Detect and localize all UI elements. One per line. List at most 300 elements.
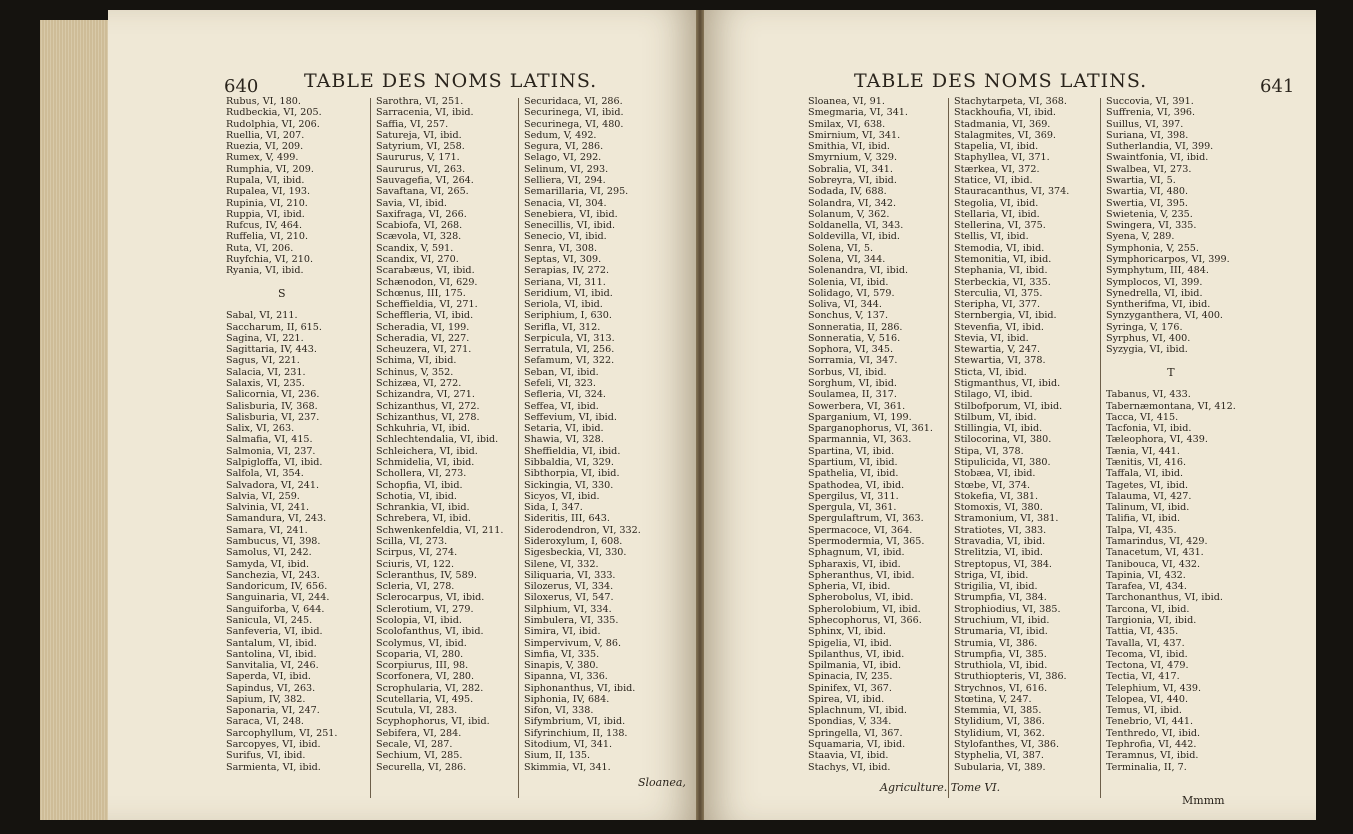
index-entry: Shawia, VI, 328. [524, 434, 604, 446]
index-entry: Tenebrio, VI, 441. [1106, 716, 1194, 728]
index-entry: Securinega, VI, ibid. [524, 107, 624, 119]
index-entry: Scorpiurus, III, 98. [376, 660, 469, 672]
index-entry: Spartium, VI, ibid. [808, 457, 898, 468]
index-entry: Sobralia, VI, 341. [808, 163, 893, 175]
index-entry: Seriana, VI, 311. [524, 276, 606, 288]
index-entry: Seffevium, VI, ibid. [524, 411, 617, 423]
index-entry: Tectia, VI, 417. [1106, 671, 1180, 683]
index-entry: Statice, VI, ibid. [954, 174, 1033, 186]
index-entry: Ruppia, VI, ibid. [226, 208, 305, 220]
index-entry: Savia, VI, ibid. [376, 197, 447, 209]
index-entry: Sicyos, VI, ibid. [524, 490, 600, 502]
index-entry: Stevia, VI, ibid. [954, 332, 1029, 344]
index-entry: Syrphus, VI, 400. [1106, 332, 1191, 344]
index-entry: Synedrella, VI, ibid. [1106, 287, 1203, 299]
section-letter: T [1167, 365, 1175, 379]
index-entry: Sifymbrium, VI, ibid. [524, 716, 626, 728]
index-entry: Swaintfonia, VI, ibid. [1106, 152, 1209, 164]
index-entry: Sparmannia, VI, 363. [808, 434, 912, 446]
index-entry: Scarabæus, VI, ibid. [376, 265, 475, 277]
index-entry: Tarchonanthus, VI, ibid. [1106, 592, 1223, 604]
index-entry: Staavia, VI, ibid. [808, 750, 889, 762]
index-entry: Scutula, VI, 283. [376, 705, 458, 717]
index-entry: Sabal, VI, 211. [226, 310, 298, 322]
index-entry: Senecillis, VI, ibid. [524, 220, 616, 232]
index-entry: Sambucus, VI, 398. [226, 535, 321, 547]
index-entry: Securella, VI, 286. [376, 761, 467, 773]
index-entry: Spilanthus, VI, ibid. [808, 648, 905, 660]
index-entry: Salvia, VI, 259. [226, 490, 300, 502]
index-entry: Scheffieldia, VI, 271. [376, 299, 478, 311]
index-entry: Spinifex, VI, 367. [808, 682, 892, 694]
right-column-2 [954, 96, 1069, 773]
right-page-header: TABLE DES NOMS LATINS. [854, 70, 1148, 92]
index-entry: Styphelia, VI, 387. [954, 750, 1044, 762]
index-entry: Sonchus, V, 137. [808, 310, 888, 322]
index-entry: Temus, VI, ibid. [1106, 705, 1182, 717]
index-entry: Sium, II, 135. [524, 750, 591, 762]
index-entry: Sideritis, III, 643. [524, 513, 610, 525]
index-entry: Simbulera, VI, 335. [524, 614, 619, 626]
index-entry: Symphonia, V, 255. [1106, 242, 1199, 254]
index-entry: Scævola, VI, 328. [376, 231, 462, 243]
index-entry: Springella, VI, 367. [808, 727, 903, 739]
index-entry: Stratiotes, VI, 383. [954, 524, 1047, 536]
index-entry: Schopfia, VI, ibid. [376, 479, 463, 491]
index-entry: Salmafia, VI, 415. [226, 434, 313, 446]
index-entry: Spathodea, VI, ibid. [808, 479, 905, 491]
index-entry: Sobreyra, VI, ibid. [808, 174, 897, 186]
index-entry: Santalum, VI, ibid. [226, 637, 317, 649]
index-entry: Strumaria, VI, ibid. [954, 626, 1048, 638]
index-entry: Swingera, VI, 335. [1106, 220, 1197, 232]
index-entry: Salmonia, VI, 237. [226, 445, 316, 457]
index-entry: Schima, VI, ibid. [376, 355, 457, 367]
index-entry: Serratula, VI, 256. [524, 344, 615, 356]
index-entry: Saraca, VI, 248. [226, 716, 304, 728]
left-column-1 [226, 96, 337, 773]
index-entry: Sechium, VI, 285. [376, 750, 463, 762]
index-entry: Stapelia, VI, ibid. [954, 141, 1039, 153]
page-footer: Agriculture. Tome VI. [880, 781, 1001, 794]
index-entry: Selliera, VI, 294. [524, 174, 606, 186]
index-entry: Tapinia, VI, 432. [1106, 569, 1186, 581]
index-entry: Siphonanthus, VI, ibid. [524, 682, 636, 694]
index-entry: Sarmienta, VI, ibid. [226, 761, 321, 773]
index-entry: Stewartia, VI, 378. [954, 355, 1046, 367]
index-entry: Sanchezia, VI, 243. [226, 569, 320, 581]
index-entry: Sloanea, VI, 91. [808, 96, 885, 107]
index-entry: Stravadia, VI, ibid. [954, 535, 1046, 547]
column-rule [1100, 98, 1101, 798]
index-entry: Scolymus, VI, ibid. [376, 637, 467, 649]
index-entry: Tænitis, VI, 416. [1106, 457, 1187, 468]
index-entry: Sedum, V, 492. [524, 129, 597, 141]
index-entry: Stobæa, VI, ibid. [954, 468, 1036, 480]
index-entry: Spergulaftrum, VI, 363. [808, 513, 924, 525]
index-entry: Stœbe, VI, 374. [954, 479, 1031, 491]
index-entry: Scyphophorus, VI, ibid. [376, 716, 490, 728]
index-entry: Smilax, VI, 638. [808, 118, 886, 130]
index-entry: Stylidium, VI, 386. [954, 716, 1045, 728]
index-entry: Saffia, VI, 257. [376, 118, 449, 130]
left-page [108, 10, 696, 820]
index-entry: Sonneratia, V, 516. [808, 332, 901, 344]
index-entry: Sanicula, VI, 245. [226, 614, 313, 626]
index-entry: Spheria, VI, ibid. [808, 581, 891, 593]
index-entry: Segura, VI, 286. [524, 141, 604, 153]
index-entry: Strophiodius, VI, 385. [954, 603, 1061, 615]
index-entry: Schizæa, VI, 272. [376, 378, 462, 390]
index-entry: Sophora, VI, 345. [808, 344, 894, 356]
index-entry: Salacia, VI, 231. [226, 366, 306, 378]
index-entry: Stilago, VI, ibid. [954, 389, 1033, 401]
index-entry: Rufcus, IV, 464. [226, 220, 303, 232]
index-entry: Sarcophyllum, VI, 251. [226, 727, 338, 739]
index-entry: Schotia, VI, ibid. [376, 490, 457, 502]
index-entry: Spermacoce, VI, 364. [808, 524, 913, 536]
index-entry: Subularia, VI, 389. [954, 761, 1046, 773]
index-entry: Seridium, VI, ibid. [524, 287, 613, 299]
index-entry: Sebifera, VI, 284. [376, 727, 462, 739]
index-entry: Schinus, V, 352. [376, 366, 454, 378]
index-entry: Rudbeckia, VI, 205. [226, 107, 322, 119]
column-rule [948, 98, 949, 798]
index-entry: Syzygia, VI, ibid. [1106, 344, 1188, 356]
index-entry: Stokefia, VI, 381. [954, 490, 1039, 502]
index-entry: Serapias, IV, 272. [524, 265, 610, 277]
left-page-header: TABLE DES NOMS LATINS. [304, 70, 598, 92]
index-entry: Senacia, VI, 304. [524, 197, 607, 209]
index-entry: Strelitzia, VI, ibid. [954, 547, 1043, 559]
index-entry: Spergula, VI, 361. [808, 502, 897, 514]
index-entry: Samolus, VI, 242. [226, 547, 312, 559]
index-entry: Saponaria, VI, 247. [226, 705, 320, 717]
index-entry: Sternbergia, VI, ibid. [954, 310, 1057, 322]
index-entry: Rupalea, VI, 193. [226, 186, 311, 198]
index-entry: Stærkea, VI, 372. [954, 163, 1040, 175]
index-entry: Stomoxis, VI, 380. [954, 502, 1043, 514]
index-entry: Squamaria, VI, ibid. [808, 739, 906, 751]
index-entry: Suriana, VI, 398. [1106, 129, 1189, 141]
index-entry: Savaftana, VI, 265. [376, 186, 469, 198]
index-entry: Schlechtendalia, VI, ibid. [376, 434, 499, 446]
index-entry: Scirpus, VI, 274. [376, 547, 458, 559]
index-entry: Tabernæmontana, VI, 412. [1106, 400, 1236, 412]
index-entry: Ruellia, VI, 207. [226, 129, 305, 141]
index-entry: Stemonitia, VI, ibid. [954, 253, 1052, 265]
index-entry: Smirnium, VI, 341. [808, 129, 901, 141]
index-entry: Siloxerus, VI, 547. [524, 592, 614, 604]
index-entry: Salfola, VI, 354. [226, 468, 304, 480]
index-entry: Sorbus, VI, ibid. [808, 366, 887, 378]
index-entry: Solanum, V, 362. [808, 208, 890, 220]
index-entry: Syntherifma, VI, ibid. [1106, 299, 1211, 311]
index-entry: Stœtina, V, 247. [954, 693, 1032, 705]
index-entry: Secale, VI, 287. [376, 739, 453, 751]
index-entry: Steripha, VI, 377. [954, 299, 1041, 311]
index-entry: Tæleophora, VI, 439. [1106, 434, 1208, 446]
index-entry: Samyda, VI, ibid. [226, 558, 310, 570]
index-entry: Swartia, VI, 480. [1106, 186, 1189, 198]
index-entry: Sterbeckia, VI, 335. [954, 276, 1051, 288]
index-entry: Stilbofporum, VI, ibid. [954, 400, 1063, 412]
index-entry: Syena, V, 289. [1106, 231, 1175, 243]
index-entry: Sciuris, VI, 122. [376, 558, 455, 570]
spacer [1106, 378, 1236, 389]
index-entry: Schœnus, III, 175. [376, 287, 466, 299]
left-page-number: 640 [224, 76, 259, 97]
index-entry: Seban, VI, ibid. [524, 366, 599, 378]
index-entry: Schwenkenfeldia, VI, 211. [376, 524, 504, 536]
catchword: Sloanea, [638, 776, 686, 789]
index-entry: Sauvagefia, VI, 264. [376, 174, 474, 186]
column-rule [518, 98, 519, 798]
index-entry: Samandura, VI, 243. [226, 513, 327, 525]
index-entry: Scandix, VI, 270. [376, 253, 459, 265]
index-entry: Taffala, VI, ibid. [1106, 468, 1184, 480]
index-entry: Schrankia, VI, ibid. [376, 502, 470, 514]
index-entry: Sheffieldia, VI, ibid. [524, 445, 621, 457]
index-entry: Stalagmites, VI, 369. [954, 129, 1056, 141]
index-entry: Sutherlandia, VI, 399. [1106, 141, 1214, 153]
index-entry: Spartina, VI, ibid. [808, 445, 895, 457]
index-entry: Smyrnium, V, 329. [808, 152, 898, 164]
index-entry: Telephium, VI, 439. [1106, 682, 1202, 694]
index-entry: Stylofanthes, VI, 386. [954, 739, 1060, 751]
index-entry: Schænodon, VI, 629. [376, 276, 478, 288]
index-entry: Saccharum, II, 615. [226, 321, 322, 333]
index-entry: Spirea, VI, ibid. [808, 693, 885, 705]
index-entry: Serifla, VI, 312. [524, 321, 601, 333]
index-entry: Sagina, VI, 221. [226, 332, 304, 344]
index-entry: Salvadora, VI, 241. [226, 479, 320, 491]
index-entry: Swietenia, V, 235. [1106, 208, 1193, 220]
index-entry: Solena, VI, 344. [808, 253, 886, 265]
index-entry: Smegmaria, VI, 341. [808, 107, 908, 119]
index-entry: Senebiera, VI, ibid. [524, 208, 618, 220]
index-entry: Senecio, VI, ibid. [524, 231, 607, 243]
index-entry: Salvinia, VI, 241. [226, 502, 310, 514]
index-entry: Soldevilla, VI, ibid. [808, 231, 900, 243]
index-entry: Synzyganthera, VI, 400. [1106, 310, 1223, 322]
index-entry: Sorramia, VI, 347. [808, 355, 898, 367]
index-entry: Ruffelia, VI, 210. [226, 231, 309, 243]
index-entry: Soldanella, VI, 343. [808, 220, 904, 232]
index-entry: Tecoma, VI, ibid. [1106, 648, 1188, 660]
index-entry: Talauma, VI, 427. [1106, 490, 1192, 502]
index-entry: Salix, VI, 263. [226, 423, 295, 435]
index-entry: Sclerotium, VI, 279. [376, 603, 474, 615]
index-entry: Sapindus, VI, 263. [226, 682, 316, 694]
index-entry: Siderodendron, VI, 332. [524, 524, 641, 536]
index-entry: Stewartia, V, 247. [954, 344, 1041, 356]
index-entry: Sanvitalia, VI, 246. [226, 660, 319, 672]
index-entry: Scorfonera, VI, 280. [376, 671, 475, 683]
index-entry: Sefamum, VI, 322. [524, 355, 615, 367]
index-entry: Sparganophorus, VI, 361. [808, 423, 933, 435]
index-entry: Sinapis, V, 380. [524, 660, 599, 672]
index-entry: Rubus, VI, 180. [226, 96, 301, 107]
index-entry: Surifus, VI, ibid. [226, 750, 306, 762]
index-entry: Scandix, V, 591. [376, 242, 454, 254]
index-entry: Solena, VI, 5. [808, 242, 874, 254]
index-entry: Siliquaria, VI, 333. [524, 569, 616, 581]
index-entry: Sibthorpia, VI, ibid. [524, 468, 620, 480]
index-entry: Schleichera, VI, ibid. [376, 445, 478, 457]
index-entry: Selago, VI, 292. [524, 152, 602, 164]
index-entry: Sarcopyes, VI, ibid. [226, 739, 321, 751]
index-entry: Tarafea, VI, 434. [1106, 581, 1187, 593]
index-entry: Tavalla, VI, 437. [1106, 637, 1185, 649]
index-entry: Rupinia, VI, 210. [226, 197, 308, 209]
index-entry: Salaxis, VI, 235. [226, 378, 305, 390]
index-entry: Saururus, V, 171. [376, 152, 460, 164]
book-page-edges [40, 20, 110, 820]
index-entry: Scleria, VI, 278. [376, 581, 455, 593]
index-entry: Tacca, VI, 415. [1106, 411, 1179, 423]
index-entry: Salpigloffa, VI, ibid. [226, 457, 323, 468]
index-entry: Siphonia, IV, 684. [524, 693, 610, 705]
index-entry: Tabanus, VI, 433. [1106, 389, 1191, 401]
index-entry: Securidaca, VI, 286. [524, 96, 623, 107]
index-entry: Stigmanthus, VI, ibid. [954, 378, 1061, 390]
index-entry: Samara, VI, 241. [226, 524, 308, 536]
index-entry: Stellerina, VI, 375. [954, 220, 1046, 232]
index-entry: Simfia, VI, 335. [524, 648, 600, 660]
index-entry: Saperda, VI, ibid. [226, 671, 311, 683]
index-entry: Sitodium, VI, 341. [524, 739, 613, 751]
index-entry: Scutellaria, VI, 495. [376, 693, 474, 705]
index-entry: Skimmia, VI, 341. [524, 761, 611, 773]
index-entry: Succovia, VI, 391. [1106, 96, 1194, 107]
index-entry: Saururus, VI, 263. [376, 163, 466, 175]
index-entry: Sterculia, VI, 375. [954, 287, 1043, 299]
index-entry: Semarillaria, VI, 295. [524, 186, 629, 198]
index-entry: Rupala, VI, ibid. [226, 174, 305, 186]
index-entry: Scheuzera, VI, 271. [376, 344, 472, 356]
index-entry: Stellaria, VI, ibid. [954, 208, 1040, 220]
index-entry: Simpervivum, V, 86. [524, 637, 622, 649]
index-entry: Sticta, VI, ibid. [954, 366, 1027, 378]
index-entry: Sefleria, VI, 324. [524, 389, 606, 401]
index-entry: Ruyfchia, VI, 210. [226, 253, 313, 265]
index-entry: Solandra, VI, 342. [808, 197, 897, 209]
index-entry: Sipanna, VI, 336. [524, 671, 608, 683]
index-entry: Strumia, VI, 386. [954, 637, 1038, 649]
section-letter: S [277, 286, 286, 300]
index-entry: Struthiola, VI, ibid. [954, 660, 1048, 672]
index-entry: Ryania, VI, ibid. [226, 265, 304, 277]
index-entry: Teramnus, VI, ibid. [1106, 750, 1199, 762]
index-entry: Splachnum, VI, ibid. [808, 705, 907, 717]
index-entry: Stramonium, VI, 381. [954, 513, 1059, 525]
index-entry: Schizanthus, VI, 278. [376, 411, 480, 423]
index-entry: Sifon, VI, 338. [524, 705, 594, 717]
index-entry: Stephania, VI, ibid. [954, 265, 1048, 277]
index-entry: Tænia, VI, 441. [1106, 445, 1180, 457]
index-entry: Stellis, VI, ibid. [954, 231, 1029, 243]
spacer [226, 299, 337, 310]
index-entry: Spermodermia, VI, 365. [808, 535, 925, 547]
index-entry: Stylidium, VI, 362. [954, 727, 1045, 739]
index-entry: Rumphia, VI, 209. [226, 163, 314, 175]
index-entry: Satureja, VI, ibid. [376, 129, 462, 141]
index-entry: Spilmania, VI, ibid. [808, 660, 902, 672]
index-entry: Solenia, VI, ibid. [808, 276, 889, 288]
index-entry: Terminalia, II, 7. [1106, 761, 1187, 773]
right-column-1 [808, 96, 933, 773]
index-entry: Stachytarpeta, VI, 368. [954, 96, 1067, 107]
index-entry: Scheradia, VI, 199. [376, 321, 470, 333]
index-entry: Tectona, VI, 479. [1106, 660, 1189, 672]
index-entry: Stemodia, VI, ibid. [954, 242, 1045, 254]
index-entry: Strigilia, VI, ibid. [954, 581, 1038, 593]
index-entry: Staphyllea, VI, 371. [954, 152, 1050, 164]
index-entry: Sphagnum, VI, ibid. [808, 547, 905, 559]
index-entry: Scabiofa, VI, 268. [376, 220, 463, 232]
index-entry: Sarothra, VI, 251. [376, 96, 464, 107]
index-entry: Sonneratia, II, 286. [808, 321, 903, 333]
index-entry: Securinega, VI, 480. [524, 118, 624, 130]
index-entry: Satyrium, VI, 258. [376, 141, 465, 153]
index-entry: Spherobolus, VI, ibid. [808, 592, 914, 604]
index-entry: Tamarindus, VI, 429. [1106, 535, 1208, 547]
index-entry: Tephrofia, VI, 442. [1106, 739, 1197, 751]
index-entry: Schkuhria, VI, ibid. [376, 423, 471, 435]
index-entry: Swertia, VI, 395. [1106, 197, 1188, 209]
index-entry: Senra, VI, 308. [524, 242, 598, 254]
index-entry: Sclerocarpus, VI, ibid. [376, 592, 485, 604]
index-entry: Sida, I, 347. [524, 502, 583, 514]
index-entry: Stipa, VI, 378. [954, 445, 1024, 457]
index-entry: Scheradia, VI, 227. [376, 332, 470, 344]
index-entry: Tenthredo, VI, ibid. [1106, 727, 1201, 739]
right-page [704, 10, 1316, 820]
index-entry: Stegolia, VI, ibid. [954, 197, 1039, 209]
index-entry: Sodada, IV, 688. [808, 186, 887, 198]
index-entry: Scleranthus, IV, 589. [376, 569, 477, 581]
index-entry: Seriphium, I, 630. [524, 310, 612, 322]
right-column-3 [1106, 96, 1236, 773]
index-entry: Sifyrinchium, II, 138. [524, 727, 628, 739]
index-entry: Solenandra, VI, ibid. [808, 265, 909, 277]
index-entry: Sagittaria, IV, 443. [226, 344, 317, 356]
index-entry: Spigelia, VI, ibid. [808, 637, 892, 649]
index-entry: Spheranthus, VI, ibid. [808, 569, 915, 581]
index-entry: Talifia, VI, ibid. [1106, 513, 1181, 525]
index-entry: Sanfeveria, VI, ibid. [226, 626, 323, 638]
index-entry: Schmidelia, VI, ibid. [376, 457, 475, 468]
index-entry: Sapium, IV, 382. [226, 693, 306, 705]
index-entry: Soliva, VI, 344. [808, 299, 882, 311]
index-entry: Selinum, VI, 293. [524, 163, 609, 175]
index-entry: Soulamea, II, 317. [808, 389, 897, 401]
index-entry: Silphium, VI, 334. [524, 603, 612, 615]
index-entry: Scolofanthus, VI, ibid. [376, 626, 484, 638]
index-entry: Scheffleria, VI, ibid. [376, 310, 474, 322]
index-entry: Salisburia, VI, 237. [226, 411, 320, 423]
index-entry: Streptopus, VI, 384. [954, 558, 1052, 570]
index-entry: Sigesbeckia, VI, 330. [524, 547, 627, 559]
index-entry: Spergilus, VI, 311. [808, 490, 899, 502]
index-entry: Rudolphia, VI, 206. [226, 118, 320, 130]
index-entry: Sefeli, VI, 323. [524, 378, 596, 390]
index-entry: Stadmania, VI, 369. [954, 118, 1051, 130]
index-entry: Stauracanthus, VI, 374. [954, 186, 1070, 198]
index-entry: Telopea, VI, 440. [1106, 693, 1188, 705]
column-rule [370, 98, 371, 798]
